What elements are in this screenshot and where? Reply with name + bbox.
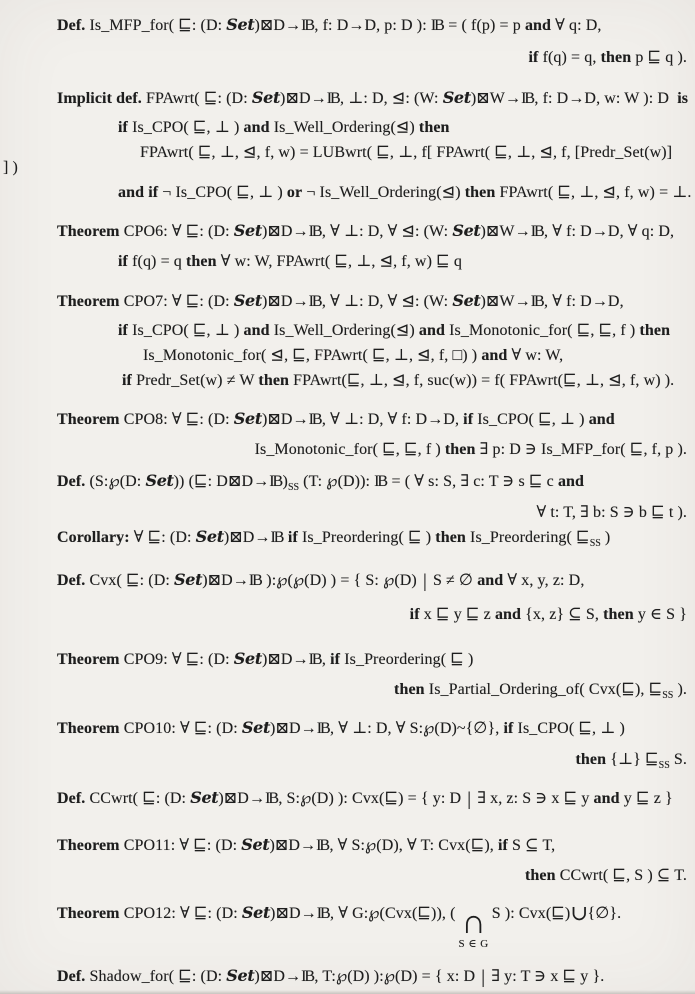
math-text: ):℘(℘(D) ) = { S: ℘(D) <box>262 572 421 589</box>
text-line <box>57 15 602 36</box>
math-text: , f: D→D, p: D ): <box>314 17 431 34</box>
math-text: CPO8: ∀ ⊑: (D: <box>119 411 234 428</box>
math-text: (S:℘(D: <box>85 473 146 490</box>
text-line <box>575 750 687 776</box>
math-text: Is_Monotonic_for( ⊑, ⊑, f ) <box>445 322 640 339</box>
math-text: y ⊑ z } <box>619 790 673 807</box>
keyword-text: if <box>503 720 514 737</box>
page-bottom-edge <box>0 990 695 994</box>
text-line <box>118 321 670 341</box>
text-line <box>3 158 18 178</box>
math-text: , ∀ f: D→D, ∀ q: D, <box>544 223 675 240</box>
text-line <box>525 866 687 886</box>
subscript-text: SS <box>589 538 601 549</box>
math-text: CCwrt( ⊑: (D: <box>85 790 191 807</box>
math-text: {∅}. <box>587 905 622 922</box>
math-text: , ∀ ⊥: D, ∀ ⊴: (W: <box>321 293 453 310</box>
math-text: Is_CPO( ⊑, ⊥ ) <box>127 119 244 136</box>
math-text: )⊠W→ <box>480 293 531 310</box>
math-text: {⊥} ⊑ <box>606 751 659 768</box>
script-set-symbol: Set <box>174 570 203 589</box>
keyword-text: if <box>409 606 420 623</box>
math-text: )⊠D→ <box>261 411 309 428</box>
math-text: f(q) = q <box>127 253 186 270</box>
text-line <box>118 183 692 203</box>
blackboard-bold-b: IB <box>374 473 386 490</box>
text-line <box>57 718 625 739</box>
keyword-text: and <box>494 606 522 623</box>
keyword-text: and <box>477 572 504 589</box>
math-text: x ⊑ y ⊑ z <box>419 606 495 623</box>
keyword-text: if <box>287 529 298 546</box>
math-text: ¬ Is_CPO( ⊑, ⊥ ) <box>158 184 287 201</box>
keyword-text: and <box>481 347 508 364</box>
text-line <box>143 346 563 366</box>
keyword-text: if <box>118 253 128 270</box>
text-line <box>57 966 604 988</box>
script-set-symbol: Set <box>145 471 174 490</box>
subscript-text: SS <box>658 760 670 771</box>
blackboard-bold-b: IB <box>326 90 339 107</box>
math-text: ). <box>673 681 687 698</box>
blackboard-bold-b: IB <box>269 473 282 490</box>
blackboard-bold-b: IB <box>308 223 321 240</box>
keyword-text: then <box>435 529 466 546</box>
text-line <box>57 527 610 554</box>
text-line <box>122 371 674 391</box>
math-text: )⊠D→ <box>270 720 317 737</box>
math-text: , ∀ ⊥: D, ∀ ⊴: (W: <box>321 223 453 240</box>
math-text: , f: D→D, w: W ): D <box>534 90 674 107</box>
math-text: Shadow_for( ⊑: (D: <box>85 968 227 985</box>
text-line <box>528 48 687 68</box>
script-set-symbol: Set <box>190 788 219 807</box>
n-ary-intersection-icon <box>458 904 489 951</box>
intersection-operator: ∩ <box>461 904 486 941</box>
math-text: | <box>467 789 472 810</box>
math-text: )⊠D→ <box>261 223 309 240</box>
math-text: Is_Preordering( ⊑ ) <box>297 529 436 546</box>
keyword-text: Theorem <box>57 293 120 310</box>
math-text: )⊠D→ <box>261 651 309 668</box>
math-text: ∀ q: D, <box>551 17 602 34</box>
blackboard-bold-b: IB <box>301 968 313 985</box>
keyword-text: Theorem <box>57 837 120 854</box>
keyword-text: if <box>463 411 474 428</box>
math-text: ∃ x, z: S ∋ x ⊑ y <box>473 790 594 807</box>
text-line <box>140 143 672 163</box>
math-text: )⊠D→ <box>269 837 317 854</box>
math-text: )⊠D→ <box>218 790 266 807</box>
math-text: Is_Well_Ordering(⊴) <box>269 322 419 339</box>
keyword-text: and <box>524 17 552 34</box>
script-set-symbol: Set <box>233 409 262 428</box>
script-set-symbol: Set <box>233 649 262 668</box>
keyword-text: or <box>286 184 303 201</box>
keyword-text: Def. <box>57 572 86 589</box>
script-set-symbol: Set <box>452 221 481 240</box>
blackboard-bold-b: IB <box>521 90 533 107</box>
keyword-text: Def. <box>57 473 86 490</box>
text-line <box>57 649 473 670</box>
text-line <box>394 680 687 706</box>
math-text: ∀ ⊑: (D: <box>129 529 196 546</box>
keyword-text: then <box>444 441 476 458</box>
blackboard-bold-b: IB <box>308 651 321 668</box>
math-text: S ): Cvx(⊑) <box>491 905 571 922</box>
blackboard-bold-b: IB <box>301 17 313 34</box>
blackboard-bold-b: IB <box>316 905 329 922</box>
math-text: Is_MFP_for( ⊑: (D: <box>85 17 227 34</box>
keyword-text: Theorem <box>57 651 120 668</box>
blackboard-bold-b: IB <box>530 223 543 240</box>
text-line <box>57 835 555 856</box>
math-text: )⊠D→ <box>254 17 302 34</box>
subscript-text: SS <box>287 482 300 493</box>
keyword-text: and <box>418 322 446 339</box>
math-text: )⊠D→ <box>280 90 327 107</box>
script-set-symbol: Set <box>251 88 281 107</box>
blackboard-bold-b: IB <box>430 17 443 34</box>
math-text: CPO10: ∀ ⊑: (D: <box>119 720 242 737</box>
keyword-text: Def. <box>57 968 86 985</box>
keyword-text: then <box>418 119 450 136</box>
script-set-symbol: Set <box>452 291 481 310</box>
blackboard-bold-b: IB <box>248 572 261 589</box>
math-text: | <box>422 571 427 592</box>
blackboard-bold-b: IB <box>270 529 283 546</box>
math-text: = ( f(p) = p <box>444 17 525 34</box>
math-text: , ⊥: D, ⊴: (W: <box>340 90 443 107</box>
text-line <box>57 570 584 592</box>
blackboard-bold-b: IB <box>316 720 329 737</box>
math-text: )⊠D→ <box>223 529 271 546</box>
math-text: Is_Partial_Ordering_of( Cvx(⊑), ⊑ <box>424 681 663 698</box>
math-text: | <box>481 967 486 988</box>
blackboard-bold-b: IB <box>316 837 328 854</box>
keyword-text: if <box>118 322 128 339</box>
keyword-text: if <box>118 119 128 136</box>
math-text: )⊠W→ <box>480 223 531 240</box>
math-text: ] ) <box>3 159 18 176</box>
operator-subscript: S ∈ G <box>458 938 489 950</box>
math-text: Is_CPO( ⊑, ⊥ ) <box>473 411 589 428</box>
text-line <box>57 788 673 810</box>
script-set-symbol: Set <box>226 966 255 985</box>
math-text: , ∀ G:℘(Cvx(⊑)), ( <box>330 905 456 922</box>
blackboard-bold-b: IB <box>265 790 277 807</box>
math-text: ∀ x, y, z: D, <box>503 572 585 589</box>
blackboard-bold-b: IB <box>530 293 543 310</box>
math-text: Predr_Set(w) ≠ W <box>131 372 259 389</box>
math-text: , ∀ ⊥: D, ∀ S:℘(D)~{∅}, <box>330 720 504 737</box>
math-text: FPAwrt( ⊑, ⊥, ⊴, f, w) = LUBwrt( ⊑, ⊥, f[ FPAwrt( ⊑, ⊥, ⊴, f, [Predr_Set(w)] <box>140 144 673 161</box>
script-set-symbol: Set <box>226 15 255 34</box>
math-text: FPAwrt( ⊑, ⊥, ⊴, f, w) = ⊥. <box>495 184 692 201</box>
math-text: Cvx( ⊑: (D: <box>85 572 175 589</box>
script-set-symbol: Set <box>233 291 262 310</box>
keyword-text: then <box>186 253 217 270</box>
keyword-text: then <box>464 184 496 201</box>
math-text: f(q) = q, <box>538 49 601 66</box>
keyword-text: and <box>588 411 615 428</box>
keyword-text: if <box>497 837 508 854</box>
keyword-text: Corollary: <box>57 529 130 546</box>
keyword-text: if <box>330 651 341 668</box>
n-ary-union-icon: ∪ <box>570 901 588 925</box>
text-line <box>57 903 621 951</box>
keyword-text: if <box>528 49 539 66</box>
math-text: Is_Monotonic_for( ⊑, ⊑, f ) <box>254 441 445 458</box>
keyword-text: then <box>258 372 290 389</box>
math-text: , ∀ S:℘(D), ∀ T: Cvx(⊑), <box>329 837 498 854</box>
math-text: , S:℘(D) ): Cvx(⊑) = { y: D <box>278 790 466 807</box>
text-line <box>536 503 687 523</box>
keyword-text: Theorem <box>57 411 120 428</box>
keyword-text: Implicit def. <box>57 90 142 107</box>
keyword-text: and <box>593 790 620 807</box>
math-text: S ≠ ∅ <box>428 572 478 589</box>
keyword-text: and <box>557 473 585 490</box>
script-set-symbol: Set <box>241 718 271 737</box>
math-text: ∀ t: T, ∃ b: S ∋ b ⊑ t ). <box>536 504 687 521</box>
subscript-text: SS <box>662 690 674 701</box>
math-text: S. <box>669 751 687 768</box>
math-text: ∃ y: T ∋ x ⊑ y }. <box>487 968 605 985</box>
math-text: CPO11: ∀ ⊑: (D: <box>119 837 242 854</box>
script-set-symbol: Set <box>233 221 262 240</box>
text-line <box>57 88 688 109</box>
text-line <box>118 252 462 272</box>
keyword-text: Def. <box>57 790 86 807</box>
keyword-text: Theorem <box>57 905 120 922</box>
math-text: FPAwrt( ⊑: (D: <box>141 90 252 107</box>
math-text: )) (⊑: D⊠D→ <box>173 473 270 490</box>
text-line <box>57 409 615 430</box>
math-text: {x, z} ⊆ S, <box>521 606 604 623</box>
text-line <box>57 471 584 498</box>
text-line <box>57 221 674 242</box>
math-text: Is_Preordering( ⊑ <box>465 529 590 546</box>
text-line <box>57 291 624 312</box>
math-text: )⊠W→ <box>470 90 522 107</box>
math-text: ∀ w: W, FPAwrt( ⊑, ⊥, ⊴, f, w) ⊑ q <box>216 253 462 270</box>
script-set-symbol: Set <box>195 527 224 546</box>
keyword-text: then <box>394 681 425 698</box>
keyword-text: Theorem <box>57 223 120 240</box>
math-text: CPO12: ∀ ⊑: (D: <box>119 905 242 922</box>
keyword-text: then <box>603 606 634 623</box>
script-set-symbol: Set <box>241 835 270 854</box>
keyword-text: then <box>575 751 607 768</box>
keyword-text: is <box>673 90 689 107</box>
math-text: )⊠D→ <box>270 905 317 922</box>
math-text: CPO9: ∀ ⊑: (D: <box>119 651 234 668</box>
keyword-text: and <box>243 322 270 339</box>
blackboard-bold-b: IB <box>308 411 321 428</box>
math-text: ¬ Is_Well_Ordering(⊴) <box>302 184 465 201</box>
blackboard-bold-b: IB <box>308 293 321 310</box>
math-text: p ⊑ q ). <box>631 49 687 66</box>
math-text: Is_CPO( ⊑, ⊥ ) <box>513 720 625 737</box>
math-text: Is_CPO( ⊑, ⊥ ) <box>127 322 244 339</box>
keyword-text: and if <box>118 184 159 201</box>
keyword-text: and <box>243 119 270 136</box>
math-text: Is_Well_Ordering(⊴) <box>269 119 419 136</box>
math-text: , T:℘(D) ):℘(D) = { x: D <box>314 968 480 985</box>
math-text: )⊠D→ <box>202 572 249 589</box>
math-text: )⊠D→ <box>254 968 302 985</box>
keyword-text: then <box>600 49 632 66</box>
math-text: , <box>321 651 331 668</box>
keyword-text: if <box>122 372 132 389</box>
math-text: CCwrt( ⊑, S ) ⊆ T. <box>555 867 687 884</box>
math-text: y ∈ S } <box>633 606 687 623</box>
math-text: , ∀ f: D→D, <box>544 293 624 310</box>
math-text: Is_Preordering( ⊑ ) <box>340 651 474 668</box>
keyword-text: then <box>639 322 671 339</box>
math-text: ) <box>282 473 288 490</box>
text-line <box>410 605 687 625</box>
math-text: CPO6: ∀ ⊑: (D: <box>119 223 234 240</box>
script-set-symbol: Set <box>241 903 271 922</box>
math-text: ) <box>600 529 611 546</box>
text-line <box>255 440 687 460</box>
math-text: S ⊆ T, <box>507 837 556 854</box>
math-text: FPAwrt(⊑, ⊥, ⊴, f, suc(w)) = f( FPAwrt(⊑, ⊥, ⊴, f, w) ). <box>289 372 675 389</box>
math-text: CPO7: ∀ ⊑: (D: <box>119 293 234 310</box>
math-text: )⊠D→ <box>261 293 309 310</box>
keyword-text: then <box>524 867 556 884</box>
math-text: Is_Monotonic_for( ⊴, ⊑, FPAwrt( ⊑, ⊥, ⊴, f, □) ) <box>143 347 482 364</box>
math-text: ∀ w: W, <box>507 347 564 364</box>
math-text: , ∀ ⊥: D, ∀ f: D→D, <box>321 411 464 428</box>
text-line <box>118 118 450 138</box>
math-text: ∃ p: D ∋ Is_MFP_for( ⊑, f, p ). <box>475 441 687 458</box>
script-set-symbol: Set <box>442 88 471 107</box>
keyword-text: Def. <box>57 17 86 34</box>
keyword-text: Theorem <box>57 720 120 737</box>
math-text: (T: ℘(D)): <box>299 473 375 490</box>
math-text: = ( ∀ s: S, ∃ c: T ∋ s ⊑ c <box>387 473 558 490</box>
